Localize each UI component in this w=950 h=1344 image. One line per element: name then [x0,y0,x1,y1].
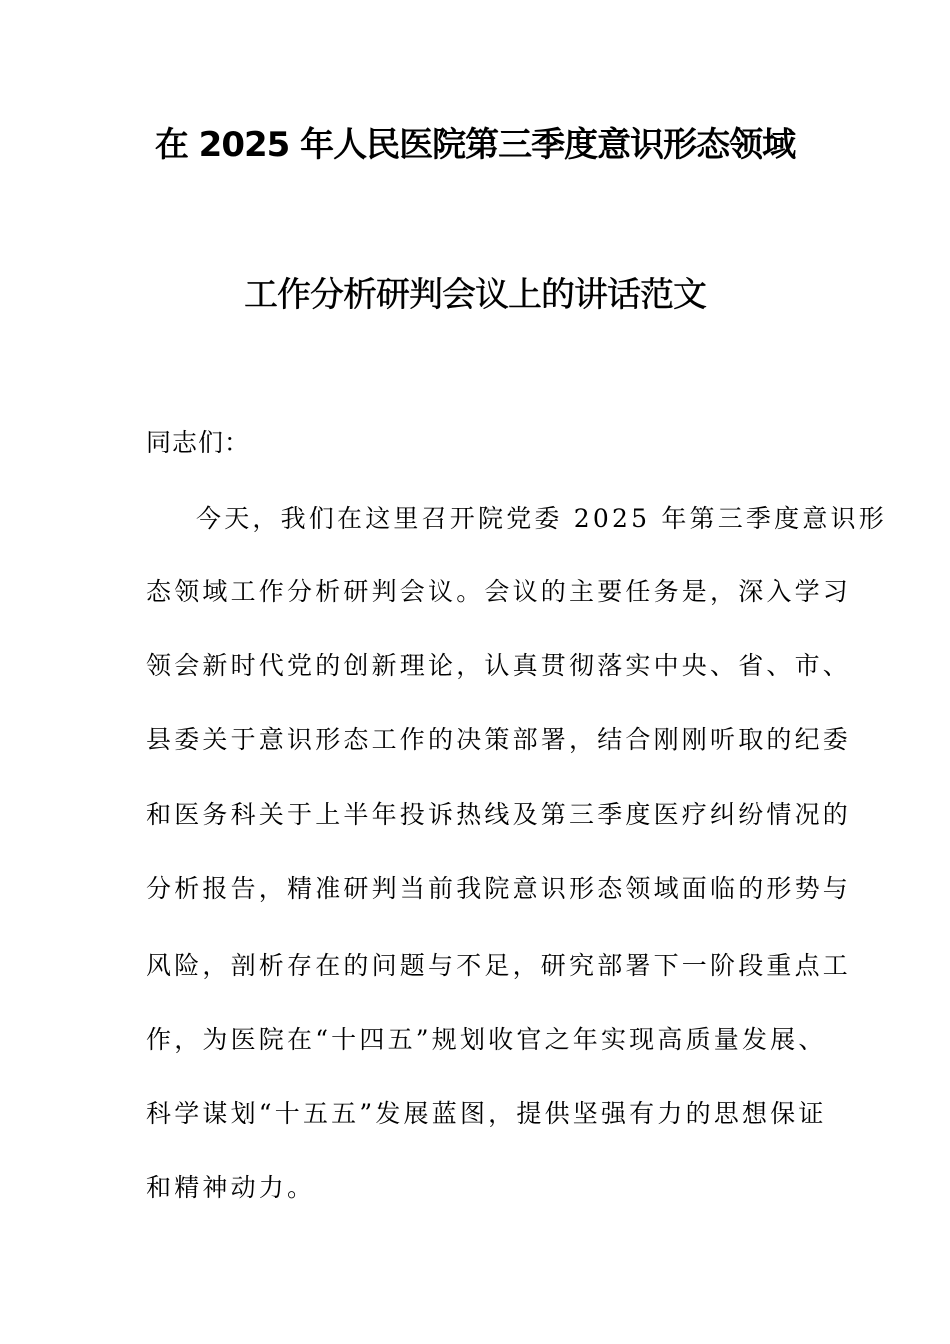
paragraph-line: 科学谋划“十五五”发展蓝图，提供坚强有力的思想保证 [146,1099,827,1128]
paragraph-line: 风险，剖析存在的问题与不足，研究部署下一阶段重点工 [146,951,852,980]
paragraph-line: 和医务科关于上半年投诉热线及第三季度医疗纠纷情况的 [146,800,852,829]
paragraph-line: 作，为医院在“十四五”规划收官之年实现高质量发展、 [146,1025,827,1054]
paragraph-line: 态领域工作分析研判会议。会议的主要任务是，深入学习 [146,577,852,606]
document-title-line-2: 工作分析研判会议上的讲话范文 [244,275,706,315]
salutation: 同志们： [146,428,251,457]
paragraph-line: 和精神动力。 [146,1173,316,1202]
paragraph-line: 县委关于意识形态工作的决策部署，结合刚刚听取的纪委 [146,725,852,754]
paragraph-line: 分析报告，精准研判当前我院意识形态领域面临的形势与 [146,874,852,903]
paragraph-line: 领会新时代党的创新理论，认真贯彻落实中央、省、市、 [146,651,852,680]
paragraph-line: 今天，我们在这里召开院党委 2025 年第三季度意识形 [196,504,887,533]
document-title-line-1: 在 2025 年人民医院第三季度意识形态领域 [154,125,796,165]
